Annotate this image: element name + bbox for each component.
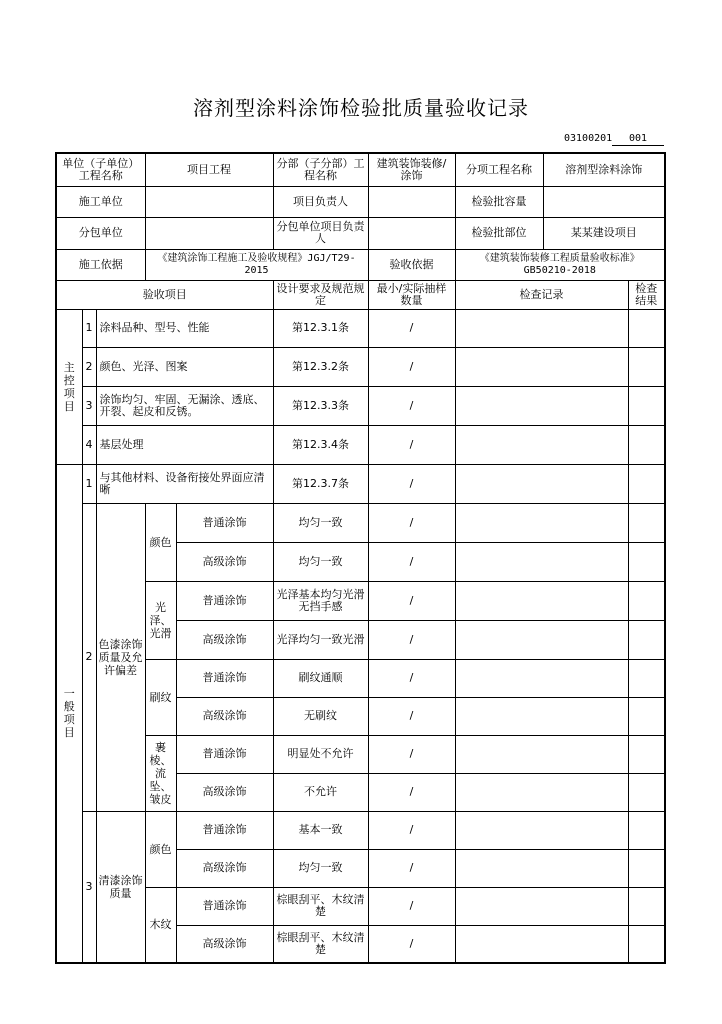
grade-label: 普通涂饰 bbox=[176, 735, 273, 773]
grade-record[interactable] bbox=[455, 620, 628, 659]
grade-label: 高级涂饰 bbox=[176, 697, 273, 735]
grade-sample[interactable]: / bbox=[368, 773, 455, 811]
form-code-number: 03100201 bbox=[564, 133, 613, 144]
grade-result[interactable] bbox=[628, 620, 665, 659]
acceptance-basis-value[interactable]: 《建筑装饰装修工程质量验收标准》GB50210-2018 bbox=[455, 249, 665, 280]
sub-item-label: 颜色 bbox=[145, 811, 176, 887]
main-item-desc: 基层处理 bbox=[96, 425, 273, 464]
column-result: 检查结果 bbox=[628, 280, 665, 309]
grade-result[interactable] bbox=[628, 542, 665, 581]
main-item-sample[interactable]: / bbox=[368, 309, 455, 347]
grade-record[interactable] bbox=[455, 659, 628, 697]
grade-spec: 均匀一致 bbox=[273, 849, 368, 887]
batch-location-value[interactable]: 某某建设项目 bbox=[543, 217, 665, 249]
grade-result[interactable] bbox=[628, 659, 665, 697]
sub-item-label: 木纹 bbox=[145, 887, 176, 963]
subdivision-label: 分部（子分部）工程名称 bbox=[273, 153, 368, 186]
grade-sample[interactable]: / bbox=[368, 735, 455, 773]
sub-item-label: 光泽、光滑 bbox=[145, 581, 176, 659]
main-item-spec: 第12.3.3条 bbox=[273, 386, 368, 425]
sub-item-label: 刷纹 bbox=[145, 659, 176, 735]
grade-spec: 明显处不允许 bbox=[273, 735, 368, 773]
column-sample: 最小/实际抽样数量 bbox=[368, 280, 455, 309]
form-code bbox=[560, 133, 664, 147]
grade-record[interactable] bbox=[455, 503, 628, 542]
grade-record[interactable] bbox=[455, 542, 628, 581]
grade-record[interactable] bbox=[455, 887, 628, 925]
construction-basis-label: 施工依据 bbox=[56, 249, 145, 280]
grade-spec: 刷纹通顺 bbox=[273, 659, 368, 697]
general-item-record[interactable] bbox=[455, 464, 628, 503]
sub-item-label: 裹棱、流坠、皱皮 bbox=[145, 735, 176, 811]
grade-label: 普通涂饰 bbox=[176, 887, 273, 925]
main-item-desc: 颜色、光泽、图案 bbox=[96, 347, 273, 386]
general-item-spec: 第12.3.7条 bbox=[273, 464, 368, 503]
item-value[interactable]: 溶剂型涂料涂饰 bbox=[543, 153, 665, 186]
grade-record[interactable] bbox=[455, 925, 628, 963]
main-item-record[interactable] bbox=[455, 386, 628, 425]
main-items-label: 主控项目 bbox=[56, 309, 82, 464]
grade-sample[interactable]: / bbox=[368, 659, 455, 697]
main-item-sample[interactable]: / bbox=[368, 347, 455, 386]
grade-sample[interactable]: / bbox=[368, 925, 455, 963]
grade-spec: 基本一致 bbox=[273, 811, 368, 849]
grade-label: 高级涂饰 bbox=[176, 773, 273, 811]
group-no: 2 bbox=[82, 503, 96, 811]
main-item-result[interactable] bbox=[628, 386, 665, 425]
main-item-record[interactable] bbox=[455, 347, 628, 386]
grade-sample[interactable]: / bbox=[368, 887, 455, 925]
grade-result[interactable] bbox=[628, 887, 665, 925]
main-item-record[interactable] bbox=[455, 309, 628, 347]
project-manager-value[interactable] bbox=[368, 186, 455, 217]
sub-item-label: 颜色 bbox=[145, 503, 176, 581]
main-item-no: 4 bbox=[82, 425, 96, 464]
grade-result[interactable] bbox=[628, 811, 665, 849]
grade-record[interactable] bbox=[455, 773, 628, 811]
form-title: 溶剂型涂料涂饰检验批质量验收记录 bbox=[193, 96, 529, 120]
main-item-desc: 涂料品种、型号、性能 bbox=[96, 309, 273, 347]
inspection-table bbox=[55, 152, 666, 964]
grade-result[interactable] bbox=[628, 697, 665, 735]
grade-sample[interactable]: / bbox=[368, 849, 455, 887]
grade-result[interactable] bbox=[628, 849, 665, 887]
form-code-sub: 001 bbox=[612, 133, 664, 146]
subdivision-value[interactable]: 建筑装饰装修/涂饰 bbox=[368, 153, 455, 186]
general-items-label: 一般项目 bbox=[56, 464, 82, 963]
grade-label: 普通涂饰 bbox=[176, 659, 273, 697]
general-item-result[interactable] bbox=[628, 464, 665, 503]
grade-result[interactable] bbox=[628, 925, 665, 963]
group-label: 清漆涂饰质量 bbox=[96, 811, 145, 963]
general-item-desc: 与其他材料、设备衔接处界面应清晰 bbox=[96, 464, 273, 503]
construction-unit-label: 施工单位 bbox=[56, 186, 145, 217]
general-item-sample[interactable]: / bbox=[368, 464, 455, 503]
batch-location-label: 检验批部位 bbox=[455, 217, 543, 249]
main-item-no: 1 bbox=[82, 309, 96, 347]
main-item-sample[interactable]: / bbox=[368, 425, 455, 464]
grade-spec: 均匀一致 bbox=[273, 503, 368, 542]
grade-record[interactable] bbox=[455, 581, 628, 620]
grade-sample[interactable]: / bbox=[368, 503, 455, 542]
batch-capacity-value[interactable] bbox=[543, 186, 665, 217]
main-item-desc: 涂饰均匀、牢固、无漏涂、透底、开裂、起皮和反锈。 bbox=[96, 386, 273, 425]
subcontractor-label: 分包单位 bbox=[56, 217, 145, 249]
main-item-spec: 第12.3.4条 bbox=[273, 425, 368, 464]
general-item-no: 1 bbox=[82, 464, 96, 503]
grade-result[interactable] bbox=[628, 581, 665, 620]
main-item-record[interactable] bbox=[455, 425, 628, 464]
grade-spec: 棕眼刮平、木纹清楚 bbox=[273, 925, 368, 963]
subcontractor-value[interactable] bbox=[145, 217, 273, 249]
grade-sample[interactable]: / bbox=[368, 620, 455, 659]
main-item-sample[interactable]: / bbox=[368, 386, 455, 425]
group-no: 3 bbox=[82, 811, 96, 963]
column-design: 设计要求及规范规定 bbox=[273, 280, 368, 309]
grade-label: 高级涂饰 bbox=[176, 925, 273, 963]
main-item-no: 2 bbox=[82, 347, 96, 386]
main-item-spec: 第12.3.2条 bbox=[273, 347, 368, 386]
group-label: 色漆涂饰质量及允许偏差 bbox=[96, 503, 145, 811]
main-item-no: 3 bbox=[82, 386, 96, 425]
grade-label: 高级涂饰 bbox=[176, 620, 273, 659]
grade-sample[interactable]: / bbox=[368, 697, 455, 735]
grade-label: 高级涂饰 bbox=[176, 849, 273, 887]
grade-spec: 光泽均匀一致光滑 bbox=[273, 620, 368, 659]
grade-spec: 无刷纹 bbox=[273, 697, 368, 735]
grade-label: 高级涂饰 bbox=[176, 542, 273, 581]
main-item-result[interactable] bbox=[628, 425, 665, 464]
main-item-result[interactable] bbox=[628, 309, 665, 347]
construction-basis-value[interactable]: 《建筑涂饰工程施工及验收规程》JGJ/T29-2015 bbox=[145, 249, 368, 280]
grade-result[interactable] bbox=[628, 503, 665, 542]
main-item-spec: 第12.3.1条 bbox=[273, 309, 368, 347]
grade-spec: 光泽基本均匀光滑无挡手感 bbox=[273, 581, 368, 620]
project-manager-label: 项目负责人 bbox=[273, 186, 368, 217]
column-item: 验收项目 bbox=[56, 280, 273, 309]
grade-record[interactable] bbox=[455, 811, 628, 849]
grade-label: 普通涂饰 bbox=[176, 811, 273, 849]
grade-spec: 棕眼刮平、木纹清楚 bbox=[273, 887, 368, 925]
grade-result[interactable] bbox=[628, 773, 665, 811]
acceptance-basis-label: 验收依据 bbox=[368, 249, 455, 280]
item-label: 分项工程名称 bbox=[455, 153, 543, 186]
grade-record[interactable] bbox=[455, 697, 628, 735]
grade-sample[interactable]: / bbox=[368, 542, 455, 581]
column-record: 检查记录 bbox=[455, 280, 628, 309]
unit-value[interactable]: 项目工程 bbox=[145, 153, 273, 186]
grade-sample[interactable]: / bbox=[368, 811, 455, 849]
construction-unit-value[interactable] bbox=[145, 186, 273, 217]
grade-record[interactable] bbox=[455, 849, 628, 887]
grade-label: 普通涂饰 bbox=[176, 581, 273, 620]
grade-label: 普通涂饰 bbox=[176, 503, 273, 542]
unit-label: 单位（子单位）工程名称 bbox=[56, 153, 145, 186]
grade-sample[interactable]: / bbox=[368, 581, 455, 620]
subcontractor-pm-value[interactable] bbox=[368, 217, 455, 249]
grade-spec: 均匀一致 bbox=[273, 542, 368, 581]
subcontractor-pm-label: 分包单位项目负责人 bbox=[273, 217, 368, 249]
grade-record[interactable] bbox=[455, 735, 628, 773]
batch-capacity-label: 检验批容量 bbox=[455, 186, 543, 217]
grade-spec: 不允许 bbox=[273, 773, 368, 811]
grade-result[interactable] bbox=[628, 735, 665, 773]
main-item-result[interactable] bbox=[628, 347, 665, 386]
